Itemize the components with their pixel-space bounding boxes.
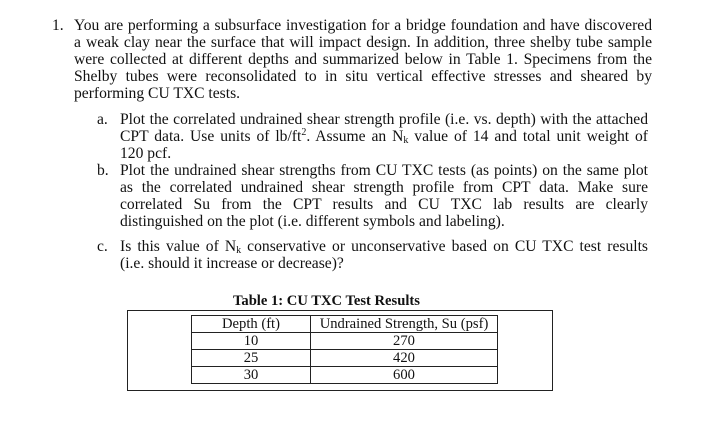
part-b-line: Plot the undrained shear strengths from CU TXC tests (as points) on the same plot bbox=[120, 162, 648, 179]
part-b bbox=[97, 162, 652, 230]
table-row bbox=[192, 350, 498, 367]
part-a-line bbox=[120, 128, 648, 145]
depth-cell: 30 bbox=[192, 367, 311, 384]
part-a-line: Plot the correlated undrained shear strength profile (i.e. vs. depth) with the attached bbox=[120, 111, 648, 128]
part-a-line2-pre: CPT data. Use units of lb/ft bbox=[120, 128, 302, 145]
depth-cell: 10 bbox=[192, 333, 311, 350]
table-row bbox=[192, 367, 498, 384]
part-a-label: a. bbox=[97, 111, 108, 128]
subscript: k bbox=[236, 245, 242, 256]
strength-cell: 270 bbox=[311, 333, 498, 350]
table-row bbox=[192, 333, 498, 350]
strength-cell: 600 bbox=[311, 367, 498, 384]
part-c-line1-pre: Is this value of N bbox=[120, 238, 237, 255]
part-c bbox=[97, 238, 652, 272]
part-c-label: c. bbox=[97, 238, 108, 255]
question-line: You are performing a subsurface investigation for a bridge foundation and have discovered bbox=[74, 17, 652, 34]
table-header-row bbox=[192, 316, 498, 333]
part-b-line: distinguished on the plot (i.e. different symbols and labeling). bbox=[120, 213, 505, 230]
part-b-text bbox=[120, 162, 648, 230]
question-line: Shelby tubes were reconsolidated to in situ vertical effective stresses and sheared by bbox=[74, 68, 652, 85]
question-line: were collected at different depths and summarized below in Table 1. Specimens from the bbox=[74, 51, 652, 68]
question-line: a weak clay near the surface that will impact design. In addition, three shelby tube sample bbox=[74, 34, 652, 51]
depth-cell: 25 bbox=[192, 350, 311, 367]
part-a-line2-post: value of 14 and total unit weight of bbox=[408, 128, 648, 145]
header-depth: Depth (ft) bbox=[192, 316, 311, 333]
question-number: 1. bbox=[52, 17, 64, 34]
question-body bbox=[74, 17, 652, 102]
subscript: k bbox=[403, 135, 409, 146]
question-line: performing CU TXC tests. bbox=[74, 85, 241, 102]
part-a-text bbox=[120, 111, 648, 162]
results-table-frame bbox=[127, 310, 553, 391]
header-strength: Undrained Strength, Su (psf) bbox=[311, 316, 498, 333]
table-caption: Table 1: CU TXC Test Results bbox=[233, 293, 420, 309]
part-a-line: 120 pcf. bbox=[120, 145, 172, 162]
results-table bbox=[191, 315, 498, 384]
part-b-line: as the correlated undrained shear strength profile from CPT data. Make sure bbox=[120, 179, 648, 196]
part-a-line2-mid: . Assume an N bbox=[306, 128, 404, 145]
part-c-text bbox=[120, 238, 648, 272]
superscript: 2 bbox=[301, 127, 307, 138]
part-c-line1-post: conservative or unconservative based on CU TXC test results bbox=[241, 238, 648, 255]
part-b-line: correlated Su from the CPT results and CU TXC lab results are clearly bbox=[120, 196, 648, 213]
strength-cell: 420 bbox=[311, 350, 498, 367]
part-c-line: (i.e. should it increase or decrease)? bbox=[120, 255, 344, 272]
part-c-line bbox=[120, 238, 648, 255]
part-a bbox=[97, 111, 652, 162]
part-b-label: b. bbox=[97, 162, 109, 179]
